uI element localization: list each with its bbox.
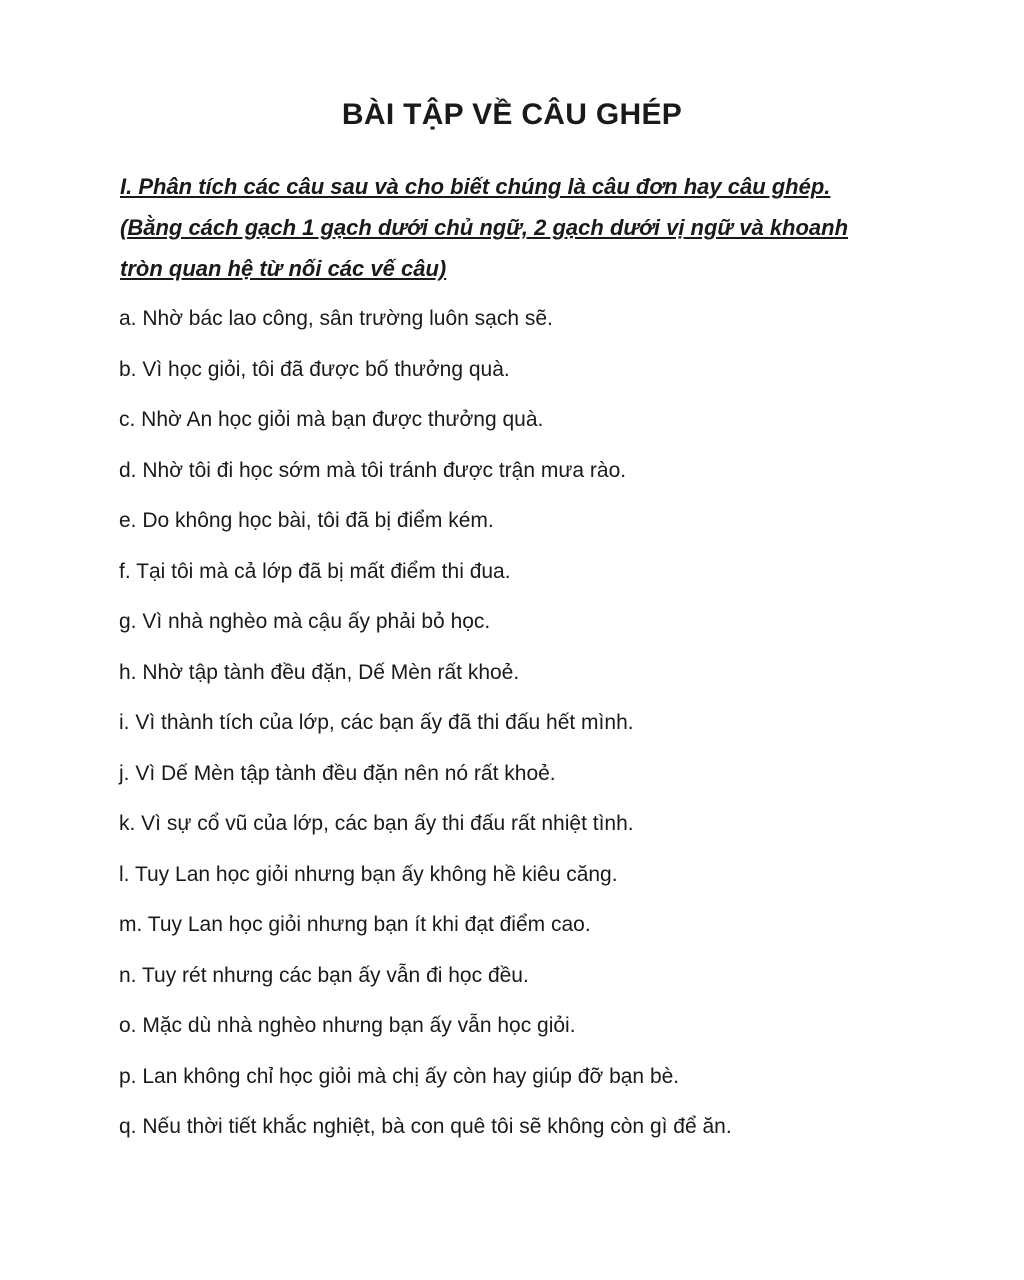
sentence-item: n. Tuy rét nhưng các bạn ấy vẫn đi học đều. [119,963,529,987]
sentence-item: b. Vì học giỏi, tôi đã được bố thưởng quà. [119,357,510,381]
instructions [120,166,920,289]
instruction-line: (Bằng cách gạch 1 gạch dưới chủ ngữ, 2 gạch dưới vị ngữ và khoanh [120,215,849,240]
sentence-item: k. Vì sự cổ vũ của lớp, các bạn ấy thi đấu rất nhiệt tình. [119,812,634,835]
sentence-item: i. Vì thành tích của lớp, các bạn ấy đã thi đấu hết mình. [119,711,634,734]
sentence-item: a. Nhờ bác lao công, sân trường luôn sạch sẽ. [119,307,553,330]
sentence-item: q. Nếu thời tiết khắc nghiệt, bà con quê tôi sẽ không còn gì để ăn. [119,1115,732,1138]
sentence-item: e. Do không học bài, tôi đã bị điểm kém. [119,509,494,532]
sentence-item: d. Nhờ tôi đi học sớm mà tôi tránh được trận mưa rào. [119,458,627,482]
sentence-item: j. Vì Dế Mèn tập tành đều đặn nên nó rất khoẻ. [119,761,556,785]
sentence-item: h. Nhờ tập tành đều đặn, Dế Mèn rất khoẻ. [119,660,520,684]
sentence-item: g. Vì nhà nghèo mà cậu ấy phải bỏ học. [119,610,491,633]
sentence-item: m. Tuy Lan học giỏi nhưng bạn ít khi đạt điểm cao. [119,913,591,936]
sentence-item: p. Lan không chỉ học giỏi mà chị ấy còn hay giúp đỡ bạn bè. [119,1064,680,1088]
sentence-item: l. Tuy Lan học giỏi nhưng bạn ấy không hề kiêu căng. [119,862,618,886]
sentence-item: c. Nhờ An học giỏi mà bạn được thưởng quà. [119,408,544,431]
sentence-item: o. Mặc dù nhà nghèo nhưng bạn ấy vẫn học giỏi. [119,1014,576,1037]
sentence-item: f. Tại tôi mà cả lớp đã bị mất điểm thi đua. [119,559,511,583]
instruction-line: I. Phân tích các câu sau và cho biết chúng là câu đơn hay câu ghép. [120,174,831,199]
instruction-line: tròn quan hệ từ nối các vế câu) [120,256,447,281]
page-title: BÀI TẬP VỀ CÂU GHÉP [341,98,683,131]
sentence-list [119,302,939,1161]
